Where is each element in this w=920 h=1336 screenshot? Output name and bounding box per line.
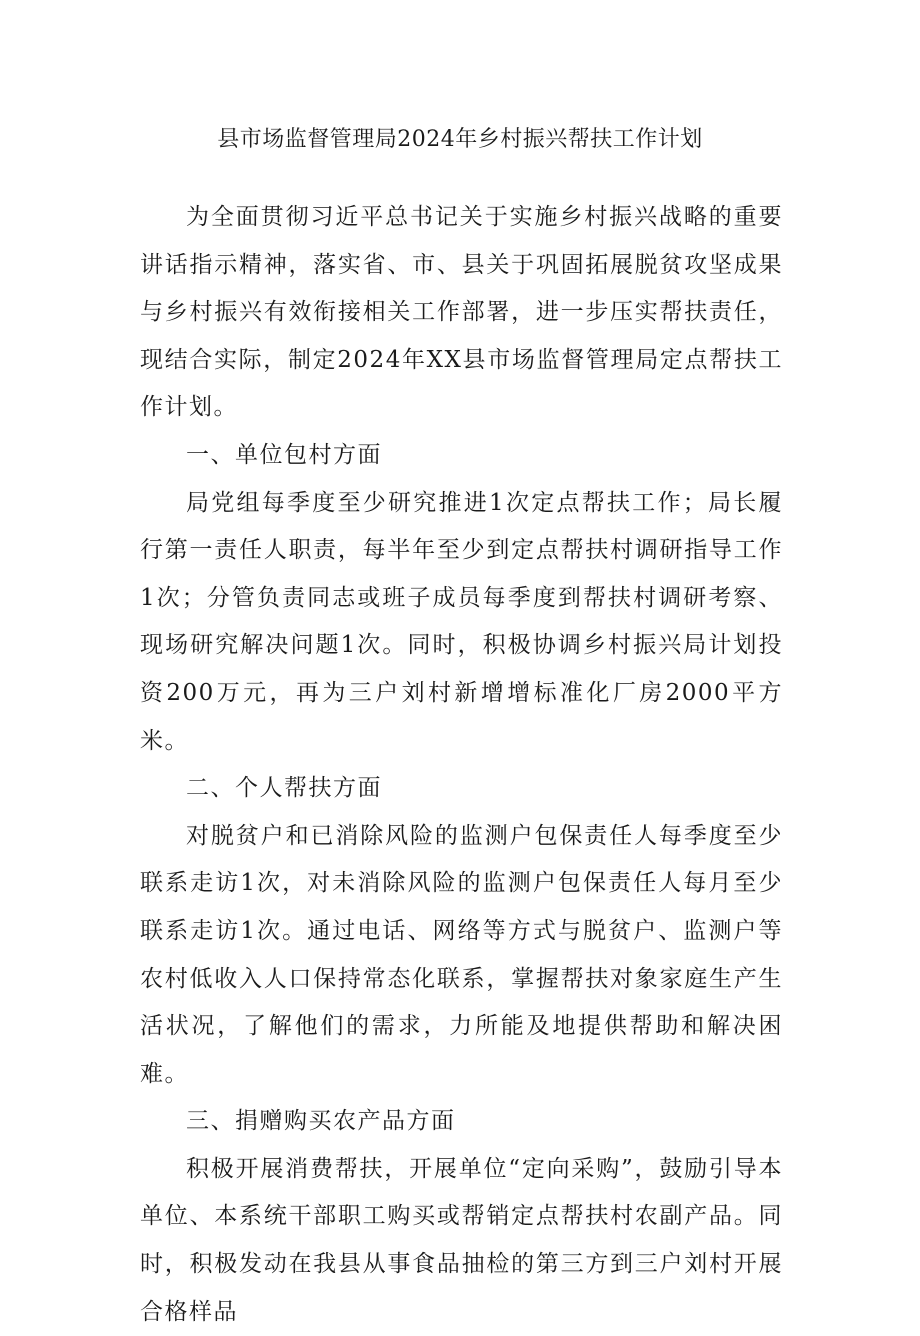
document-body xyxy=(140,194,783,1336)
section-paragraph-personal: 对脱贫户和已消除风险的监测户包保责任人每季度至少联系走访1次，对未消除风险的监测户包保责任人每月至少联系走访1次。通过电话、网络等方式与脱贫户、监测户等农村低收入人口保持常态化联系，掌握帮扶对象家庭生产生活状况，了解他们的需求，力所能及地提供帮助和解决困难。 xyxy=(140,822,783,1087)
section-paragraph-village: 局党组每季度至少研究推进1次定点帮扶工作；局长履行第一责任人职责，每半年至少到定点帮扶村调研指导工作1次；分管负责同志或班子成员每季度到帮扶村调研考察、现场研究解决问题1次。同时，积极协调乡村振兴局计划投资200万元，再为三户刘村新增增标准化厂房2000平方米。 xyxy=(140,489,783,754)
section-heading-personal: 二、个人帮扶方面 xyxy=(186,775,382,802)
section-heading-purchase: 三、捐赠购买农产品方面 xyxy=(186,1108,456,1135)
section-heading-village: 一、单位包村方面 xyxy=(186,441,382,468)
document-title: 县市场监督管理局2024年乡村振兴帮扶工作计划 xyxy=(217,127,703,152)
intro-paragraph: 为全面贯彻习近平总书记关于实施乡村振兴战略的重要讲话指示精神，落实省、市、县关于巩固拓展脱贫攻坚成果与乡村振兴有效衔接相关工作部署，进一步压实帮扶责任，现结合实际，制定2024年XX县市场监督管理局定点帮扶工作计划。 xyxy=(140,204,783,421)
section-paragraph-purchase: 积极开展消费帮扶，开展单位“定向采购”，鼓励引导本单位、本系统干部职工购买或帮销定点帮扶村农副产品。同时，积极发动在我县从事食品抽检的第三方到三户刘村开展合格样品 xyxy=(140,1155,783,1325)
